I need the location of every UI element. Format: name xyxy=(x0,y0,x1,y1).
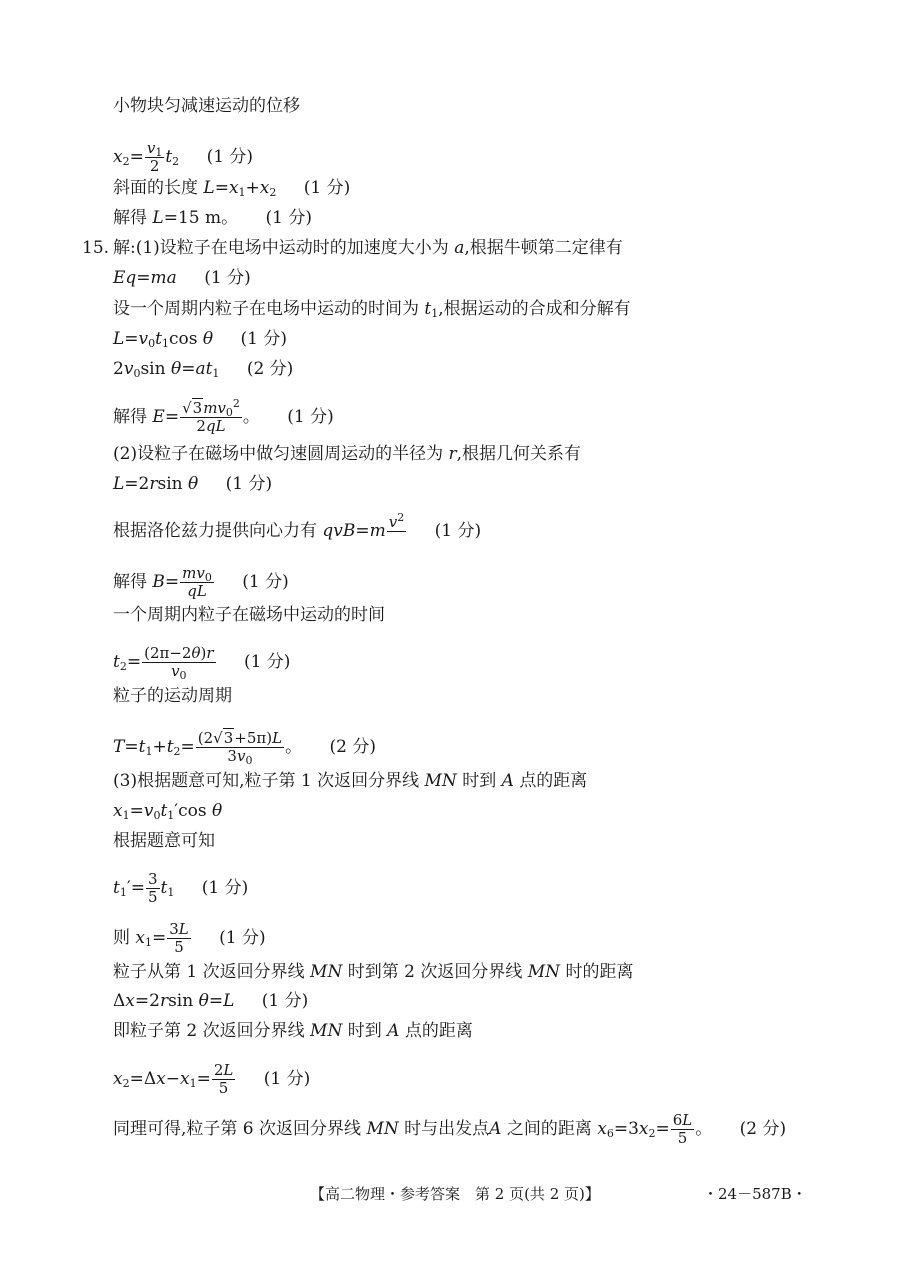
equation-line: $t_2=$ $\frac{(2\pi-2\theta)r}{v_0}$ (1 分) xyxy=(113,644,291,682)
equation-line: 解得 L=15 m。 (1 分) xyxy=(113,208,312,228)
equation-line: Δx=2rsin θ=L (1 分) xyxy=(113,991,309,1011)
equation-line: 同理可得,粒子第 6 次返回分界线 MN 时与出发点A 之间的距离 $x_6=3x_2=$ $\frac{6L}{5}$ 。 (2 分) xyxy=(113,1111,787,1147)
equation-line: $x_2=\Delta x-x_1=$ $\frac{2L}{5}$ (1 分) xyxy=(113,1061,311,1097)
footer-page-info: 【高二物理・参考答案 第 2 页(共 2 页)】 xyxy=(310,1185,600,1203)
equation-line: $x_1=v_0t_1'\cos$ θ xyxy=(113,801,223,822)
question-number: 15. xyxy=(82,238,110,258)
equation-line: Eq=ma (1 分) xyxy=(113,268,251,288)
equation-line: $x_2=$ $\frac{v_1}{2}$ $t_2$ (1 分) xyxy=(113,139,254,175)
text-line: (3)根据题意可知,粒子第 1 次返回分界线 MN 时到 A 点的距离 xyxy=(113,771,588,791)
equation-line: 解得 E= $\frac{√3mv_0^2}{2qL}$ 。 (1 分) xyxy=(113,397,334,435)
text-line: 粒子从第 1 次返回分界线 MN 时到第 2 次返回分界线 MN 时的距离 xyxy=(113,962,634,982)
equation-line: L=2rsin θ (1 分) xyxy=(113,474,273,494)
equation-line: $L=v_0t_1\cos$ θ (1 分) xyxy=(113,329,288,350)
text-line: 粒子的运动周期 xyxy=(113,686,232,706)
text-line: 设一个周期内粒子在电场中运动的时间为 $t_1$,根据运动的合成和分解有 xyxy=(113,299,631,320)
equation-line: 根据洛伦兹力提供向心力有 qvB=m $v^2$ (1 分) xyxy=(113,511,482,541)
text-line: 小物块匀减速运动的位移 xyxy=(113,96,300,116)
equation-line: $2v_0\sin$ $\theta=at_1$ (2 分) xyxy=(113,359,294,380)
text-line: 即粒子第 2 次返回分界线 MN 时到 A 点的距离 xyxy=(113,1021,473,1041)
text-line: 解:(1)设粒子在电场中运动时的加速度大小为 a,根据牛顿第二定律有 xyxy=(113,238,623,258)
equation-line: $t_1'=$ $\frac{3}{5}$ $t_1$ (1 分) xyxy=(113,870,249,906)
equation-line: $T=t_1+t_2=$ $\frac{(2√3+5\pi)L}{3v_0}$ 。 (2 分) xyxy=(113,729,376,767)
score-label: (1 分) xyxy=(206,147,254,167)
text-line: (2)设粒子在磁场中做匀速圆周运动的半径为 r,根据几何关系有 xyxy=(113,444,582,464)
text-line: 根据题意可知 xyxy=(113,831,215,851)
equation-line: 解得 B= $\frac{mv_0}{qL}$ (1 分) xyxy=(113,564,289,600)
equation-line: 斜面的长度 $L=x_1+x_2$ (1 分) xyxy=(113,178,351,199)
equation-line: 则 $x_1=$ $\frac{3L}{5}$ (1 分) xyxy=(113,920,266,956)
footer-code: ・24－587B・ xyxy=(703,1185,807,1203)
text-line: 一个周期内粒子在磁场中运动的时间 xyxy=(113,605,385,625)
